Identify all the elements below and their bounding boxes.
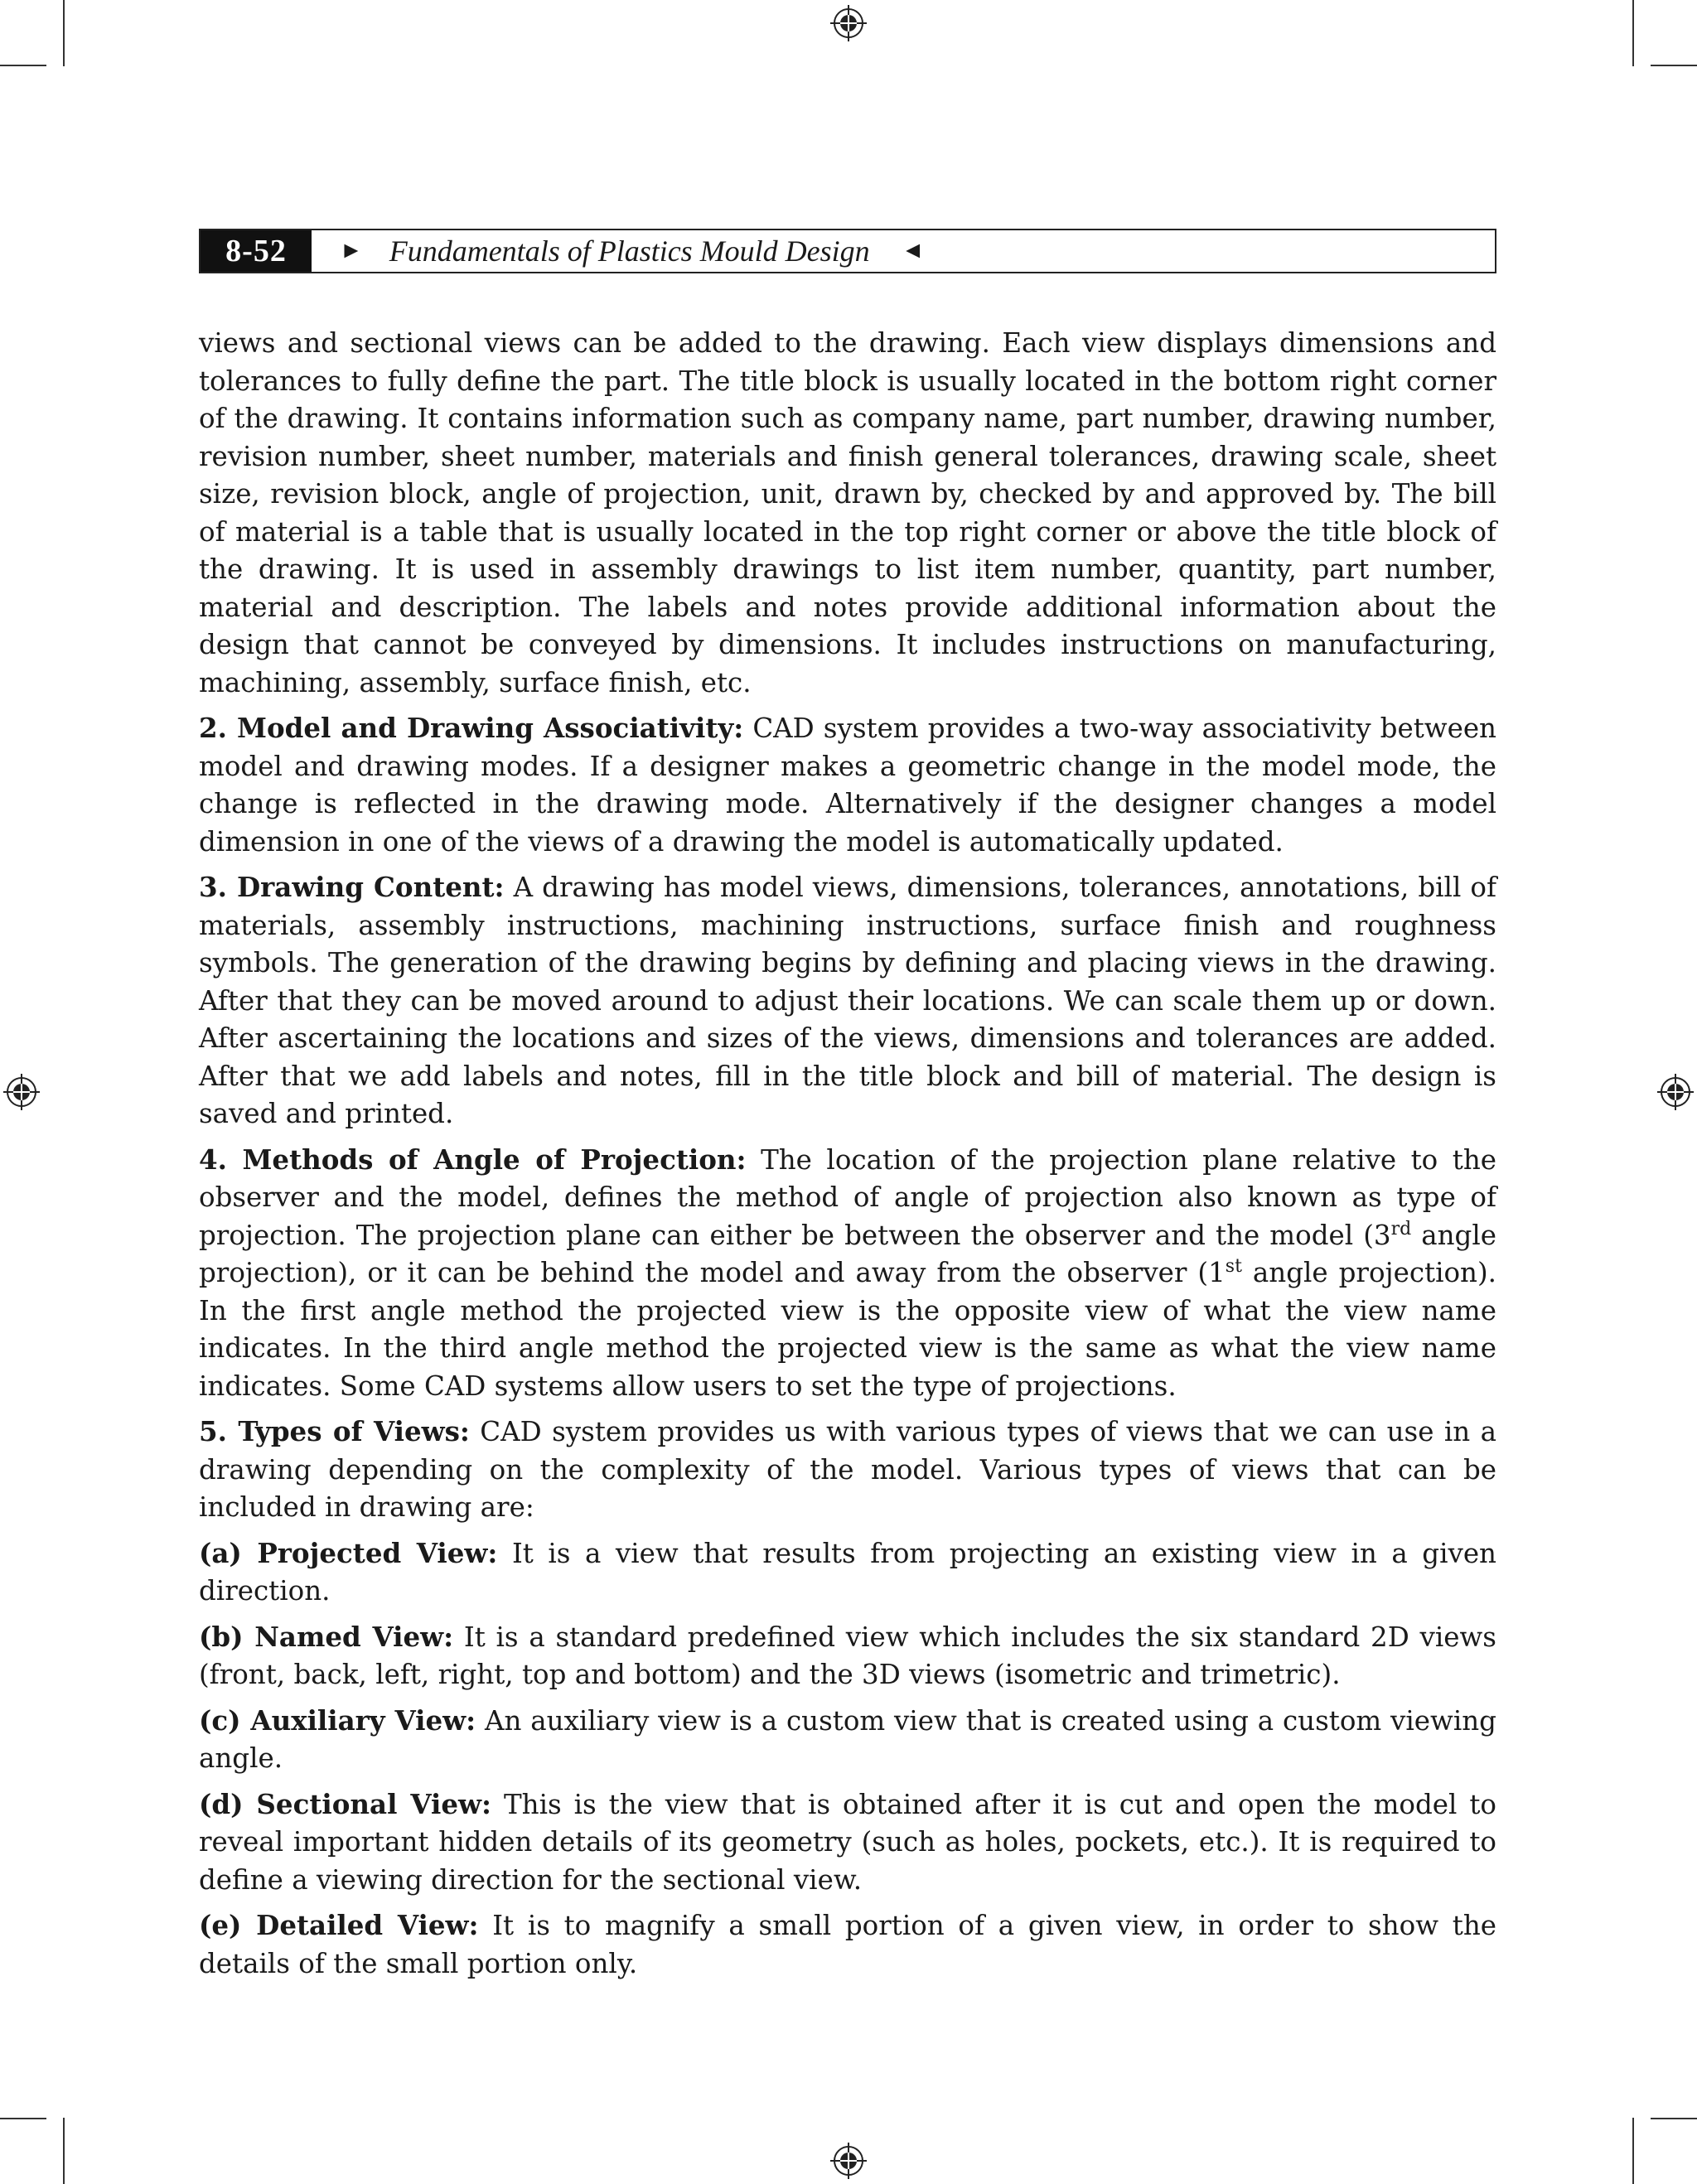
running-header [199, 229, 1496, 273]
crop-mark-top-left-h [0, 65, 46, 66]
detailed-view-heading: (e) Detailed View: [199, 1909, 479, 1941]
detailed-view-body: It is to magnify a small portion of a given view, in order to show the details of the small portion only. [199, 1910, 1496, 1979]
projected-view-heading: (a) Projected View: [199, 1536, 498, 1569]
detailed-view-item [199, 1906, 1496, 1983]
crop-mark-top-right-v [1632, 0, 1634, 66]
registration-mark-icon [3, 1074, 40, 1110]
projection-heading: 4. Methods of Angle of Projection: [199, 1143, 747, 1176]
sectional-view-heading: (d) Sectional View: [199, 1787, 492, 1820]
page-number: 8-52 [201, 230, 312, 272]
drawing-content-body: A drawing has model views, dimensions, tolerances, annotations, bill of materials, assembly instructions, machining instructions, surface finish and roughness symbols. The generation of the drawing begins by defining and placing views in the drawing. After that they can be moved around to adjust their locations. We can scale them up or down. After ascertaining the locations and sizes of the views, dimensions and tolerances are added. After that we add labels and notes, fill in the title block and bill of material. The design is saved and printed. [199, 872, 1496, 1129]
associativity-body: CAD system provides a two-way associativity between model and drawing modes. If a designer makes a geometric change in the model mode, the change is reflected in the drawing mode. Alternatively if the designer changes a model dimension in one of the views of a drawing the model is automatically updated. [199, 713, 1496, 858]
projection-body-2: angle projection), or it can be behind the model and away from the observer (1 [199, 1219, 1496, 1288]
drawing-content-paragraph [199, 868, 1496, 1133]
associativity-heading: 2. Model and Drawing Associativity: [199, 712, 744, 744]
named-view-body: It is a standard predefined view which includes the six standard 2D views (front, back, left, right, top and bottom) and the 3D views (isometric and trimetric). [199, 1621, 1496, 1690]
auxiliary-view-item [199, 1702, 1496, 1778]
drawing-content-heading: 3. Drawing Content: [199, 871, 505, 903]
types-of-views-body: CAD system provides us with various types of views that we can use in a drawing depending on the complexity of the model. Various types of views that can be included in drawing are: [199, 1416, 1496, 1523]
running-title [312, 234, 924, 268]
registration-mark-icon [830, 2143, 867, 2179]
projection-body-3: angle projection). In the first angle method the projected view is the opposite view of what the view name indicates. In the third angle method the projected view is the same as what the view name indicates. Some CAD systems allow users to set the type of projections. [199, 1257, 1496, 1402]
crop-mark-bottom-right-h [1651, 2118, 1697, 2119]
projection-sup-st: st [1225, 1256, 1242, 1277]
auxiliary-view-body: An auxiliary view is a custom view that is created using a custom viewing angle. [199, 1704, 1496, 1774]
auxiliary-view-heading: (c) Auxiliary View: [199, 1703, 476, 1737]
right-arrow-icon: ► [340, 238, 363, 263]
crop-mark-bottom-left-v [63, 2118, 65, 2184]
types-of-views-heading: 5. Types of Views: [199, 1415, 470, 1447]
projection-body-1: The location of the projection plane relative to the observer and the model, defines the method of angle of projection also known as type of projection. The projection plane can either be between the observer and the model (3 [199, 1143, 1496, 1251]
types-of-views-paragraph [199, 1413, 1496, 1527]
registration-mark-icon [1657, 1074, 1694, 1110]
named-view-heading: (b) Named View: [199, 1620, 454, 1653]
projection-paragraph [199, 1141, 1496, 1406]
named-view-item [199, 1618, 1496, 1694]
left-arrow-icon: ◄ [901, 238, 925, 263]
projected-view-body: It is a view that results from projecting an existing view in a given direction. [199, 1537, 1496, 1607]
crop-mark-bottom-left-h [0, 2118, 46, 2119]
projection-sup-rd: rd [1390, 1218, 1412, 1239]
associativity-paragraph [199, 709, 1496, 861]
page-body [199, 325, 1496, 1990]
crop-mark-top-left-v [63, 0, 65, 66]
crop-mark-bottom-right-v [1632, 2118, 1634, 2184]
crop-mark-top-right-h [1651, 65, 1697, 66]
projected-view-item [199, 1534, 1496, 1611]
sectional-view-body: This is the view that is obtained after it is cut and open the model to reveal important hidden details of its geometry (such as holes, pockets, etc.). It is required to define a viewing direction for the sectional view. [199, 1788, 1496, 1896]
registration-mark-icon [830, 5, 867, 41]
intro-paragraph: views and sectional views can be added to the drawing. Each view displays dimensions and tolerances to fully define the part. The title block is usually located in the bottom right corner of the drawing. It contains information such as company name, part number, drawing number, revision number, sheet number, materials and finish general tolerances, drawing scale, sheet size, revision block, angle of projection, unit, drawn by, checked by and approved by. The bill of material is a table that is usually located in the top right corner or above the title block of the drawing. It is used in assembly drawings to list item number, quantity, part number, material and description. The labels and notes provide additional information about the design that cannot be conveyed by dimensions. It includes instructions on manufacturing, machining, assembly, surface finish, etc. [199, 327, 1496, 698]
book-title: Fundamentals of Plastics Mould Design [389, 234, 870, 268]
sectional-view-item [199, 1785, 1496, 1900]
